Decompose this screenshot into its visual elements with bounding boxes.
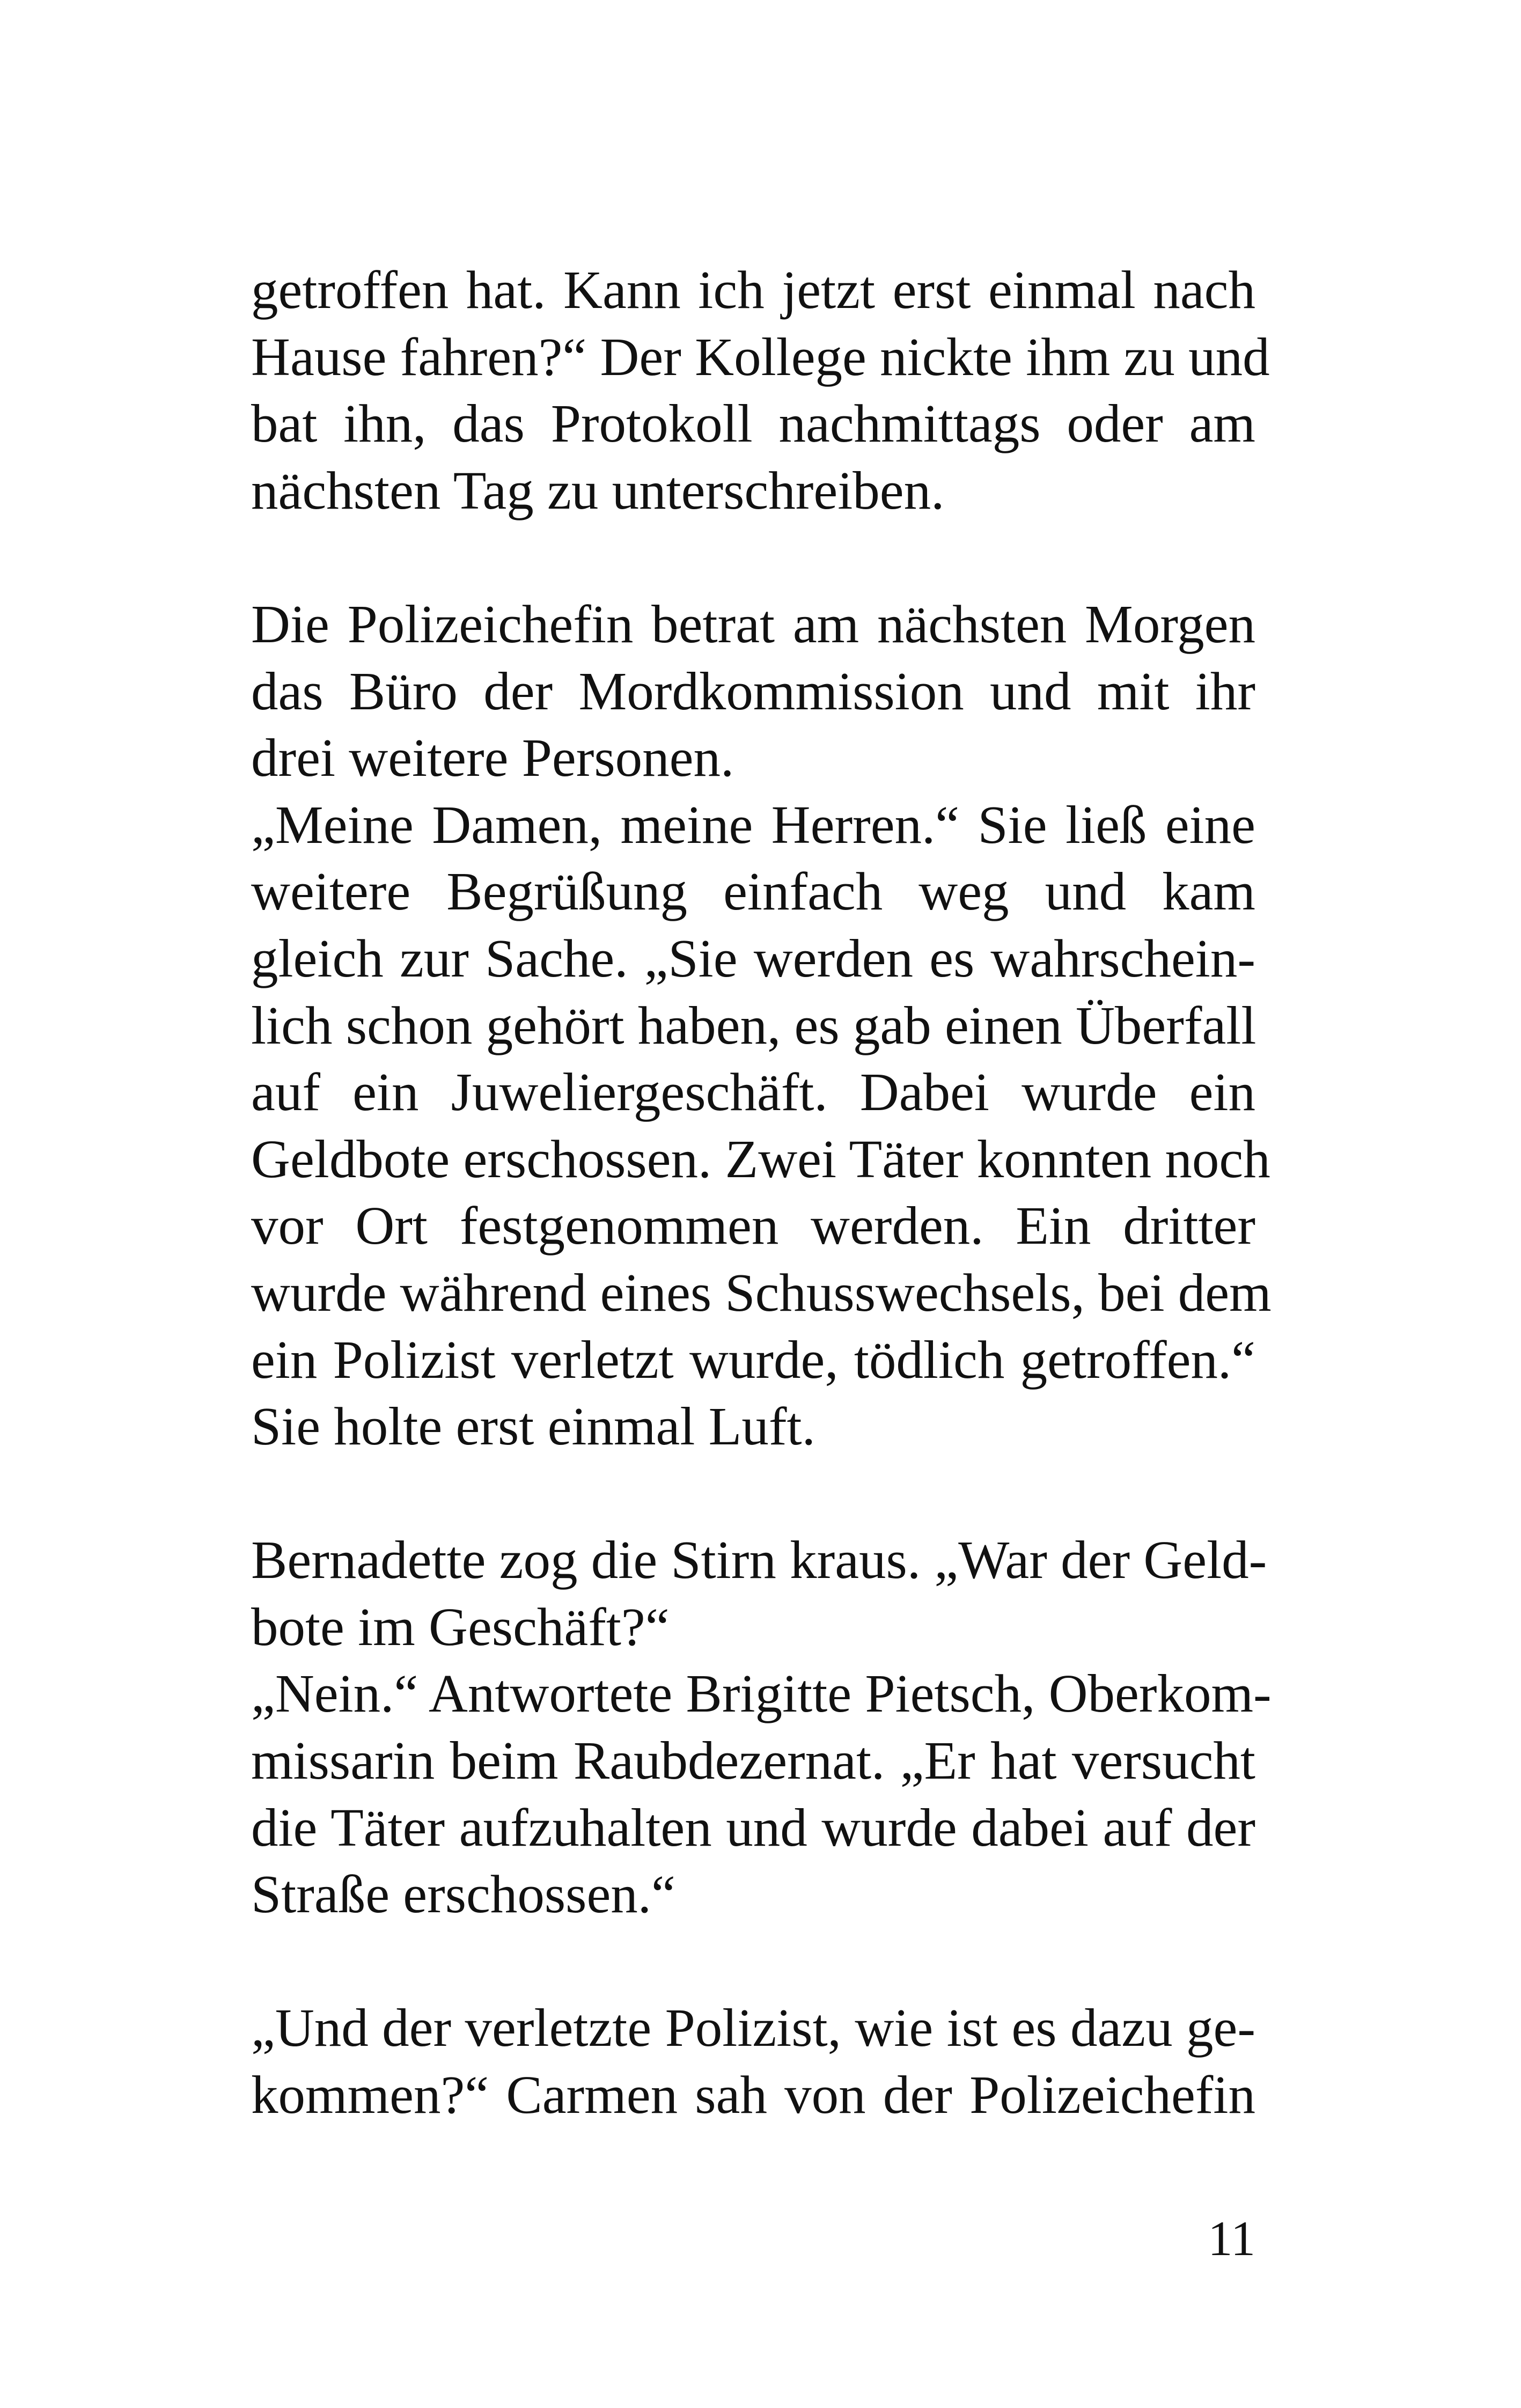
body-text [251, 256, 1272, 2128]
text-line: Bernadette zog die Stirn kraus. „War der Geld- [251, 1530, 1267, 1590]
text-line: missarin beim Raubdezernat. „Er hat versucht [251, 1730, 1255, 1791]
text-line: bote im Geschäft?“ [251, 1596, 670, 1657]
text-line: drei weitere Personen. [251, 728, 734, 788]
text-line: gleich zur Sache. „Sie werden es wahrschein- [251, 928, 1255, 988]
text-line: wurde während eines Schusswechsels, bei dem [251, 1262, 1272, 1323]
text-line: Straße erschossen.“ [251, 1864, 675, 1925]
text-line: das Büro der Mordkommission und mit ihr [251, 660, 1255, 721]
text-line: kommen?“ Carmen sah von der Polizeichefin [251, 2065, 1255, 2125]
text-line: vor Ort festgenommen werden. Ein dritter [251, 1195, 1255, 1256]
text-line: „Und der verletzte Polizist, wie ist es dazu ge- [251, 1998, 1255, 2058]
text-line: Geldbote erschossen. Zwei Täter konnten noch [251, 1128, 1270, 1189]
text-line: weitere Begrüßung einfach weg und kam [251, 861, 1255, 922]
text-line: „Meine Damen, meine Herren.“ Sie ließ eine [251, 794, 1255, 855]
text-line: die Täter aufzuhalten und wurde dabei auf der [251, 1797, 1255, 1858]
text-line: lich schon gehört haben, es gab einen Überfall [251, 995, 1257, 1055]
paragraph-gap [251, 524, 1255, 591]
text-line: Sie holte erst einmal Luft. [251, 1396, 815, 1457]
page-number: 11 [1208, 2211, 1255, 2266]
text-line: bat ihn, das Protokoll nachmittags oder am [251, 393, 1255, 454]
text-line: Hause fahren?“ Der Kollege nickte ihm zu und [251, 326, 1270, 387]
text-line: ein Polizist verletzt wurde, tödlich getroffen.“ [251, 1329, 1255, 1390]
text-line: auf ein Juweliergeschäft. Dabei wurde ein [251, 1062, 1255, 1122]
text-line: Die Polizeichefin betrat am nächsten Morgen [251, 593, 1255, 654]
paragraph-gap [251, 1928, 1255, 1995]
paragraph-gap [251, 1460, 1255, 1527]
text-line: nächsten Tag zu unterschreiben. [251, 460, 945, 520]
text-line: „Nein.“ Antwortete Brigitte Pietsch, Oberkom- [251, 1663, 1272, 1724]
text-line: getroffen hat. Kann ich jetzt erst einmal nach [251, 260, 1255, 320]
